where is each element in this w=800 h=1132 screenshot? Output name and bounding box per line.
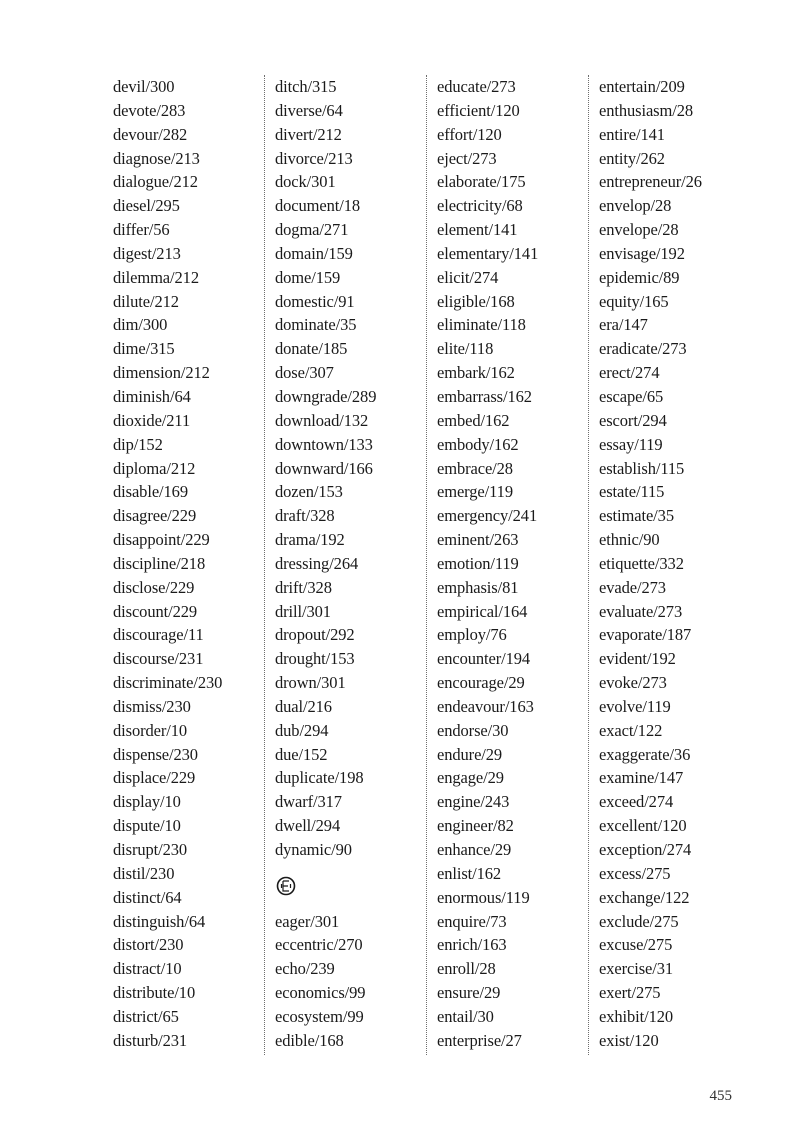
index-entry: embody/162 — [437, 434, 519, 454]
index-entry: displace/229 — [113, 768, 196, 788]
index-entry: display/10 — [113, 792, 181, 812]
index-entry: emergency/241 — [437, 506, 538, 526]
index-entry: eligible/168 — [437, 291, 515, 311]
index-entry: eager/301 — [275, 911, 340, 931]
index-entry: excellent/120 — [599, 816, 687, 836]
index-entry: envisage/192 — [599, 243, 685, 263]
index-column-1 — [113, 75, 253, 1053]
index-entry: exaggerate/36 — [599, 744, 691, 764]
index-entry: evade/273 — [599, 577, 666, 597]
index-entry: dilemma/212 — [113, 267, 199, 287]
index-entry: donate/185 — [275, 339, 348, 359]
index-entry: entity/262 — [599, 148, 665, 168]
index-entry: eject/273 — [437, 148, 497, 168]
index-entry: encourage/29 — [437, 673, 525, 693]
index-entry: elementary/141 — [437, 243, 539, 263]
index-entry: emphasis/81 — [437, 577, 519, 597]
index-entry: dilute/212 — [113, 291, 179, 311]
index-entry: drought/153 — [275, 649, 355, 669]
index-entry: exist/120 — [599, 1030, 659, 1050]
index-entry: dismiss/230 — [113, 696, 191, 716]
index-entry: embrace/28 — [437, 458, 513, 478]
index-entry: equity/165 — [599, 291, 669, 311]
index-entry: divert/212 — [275, 124, 342, 144]
index-entry: ethnic/90 — [599, 530, 660, 550]
index-entry: distract/10 — [113, 959, 182, 979]
index-entry: eliminate/118 — [437, 315, 526, 335]
index-entry: discourage/11 — [113, 625, 204, 645]
index-entry: endure/29 — [437, 744, 503, 764]
index-entry: estimate/35 — [599, 506, 674, 526]
index-entry: endorse/30 — [437, 720, 509, 740]
index-entry: enhance/29 — [437, 840, 512, 859]
index-entry: dominate/35 — [275, 315, 357, 335]
index-entry: embark/162 — [437, 363, 515, 383]
index-entry: enroll/28 — [437, 959, 496, 979]
index-entry: estate/115 — [599, 482, 665, 502]
index-entry: epidemic/89 — [599, 267, 680, 287]
index-entry: etiquette/332 — [599, 553, 684, 573]
index-entry: disrupt/230 — [113, 840, 188, 859]
index-entry: dozen/153 — [275, 482, 343, 502]
index-entry: downward/166 — [275, 458, 373, 478]
index-entry: escort/294 — [599, 410, 667, 430]
index-entry: exhibit/120 — [599, 1006, 674, 1026]
index-entry: disable/169 — [113, 482, 188, 502]
index-entry: envelop/28 — [599, 196, 672, 216]
index-entry: distort/230 — [113, 935, 184, 955]
index-entry: distinct/64 — [113, 887, 182, 907]
index-entry: dropout/292 — [275, 625, 355, 645]
index-entry: dual/216 — [275, 696, 332, 716]
index-entry: engage/29 — [437, 768, 504, 788]
index-entry: dome/159 — [275, 267, 341, 287]
index-column-4 — [588, 75, 759, 1055]
index-entry: engine/243 — [437, 792, 510, 812]
index-entry: divorce/213 — [275, 148, 353, 168]
index-entry: devil/300 — [113, 77, 175, 96]
index-entry: entail/30 — [437, 1006, 494, 1026]
section-seal-icon — [276, 876, 296, 896]
index-entry: endeavour/163 — [437, 696, 534, 716]
index-entry: emotion/119 — [437, 553, 519, 573]
index-entry: disappoint/229 — [113, 530, 210, 550]
index-entry: duplicate/198 — [275, 768, 364, 788]
index-entry: differ/56 — [113, 220, 170, 240]
index-entry: exclude/275 — [599, 911, 679, 931]
index-entry: dogma/271 — [275, 220, 349, 240]
index-entry: devote/283 — [113, 100, 186, 120]
index-entry: evaporate/187 — [599, 625, 692, 645]
index-entry: enrich/163 — [437, 935, 507, 955]
index-entry: distil/230 — [113, 863, 175, 883]
index-entry: exchange/122 — [599, 887, 690, 907]
index-column-3 — [426, 75, 587, 1055]
index-entry: dispense/230 — [113, 744, 198, 764]
index-entry: excuse/275 — [599, 935, 673, 955]
index-entry: diminish/64 — [113, 386, 191, 406]
index-entry: evident/192 — [599, 649, 676, 669]
index-entry: erect/274 — [599, 363, 660, 383]
index-entry: dynamic/90 — [275, 840, 352, 859]
index-entry: downgrade/289 — [275, 386, 377, 406]
index-entry: enormous/119 — [437, 887, 530, 907]
index-entry: dwarf/317 — [275, 792, 342, 812]
index-entry: eccentric/270 — [275, 935, 363, 955]
index-entry: drown/301 — [275, 673, 346, 693]
index-entry: downtown/133 — [275, 434, 373, 454]
index-entry: entire/141 — [599, 124, 665, 144]
index-entry: dialogue/212 — [113, 172, 198, 192]
index-entry: emerge/119 — [437, 482, 513, 502]
index-entry: effort/120 — [437, 124, 502, 144]
index-entry: discipline/218 — [113, 553, 206, 573]
index-column-2 — [264, 75, 425, 1055]
index-entry: dub/294 — [275, 720, 329, 740]
index-entry: era/147 — [599, 315, 648, 335]
page-number: 455 — [709, 1088, 732, 1104]
section-letter-e-seal — [275, 862, 425, 910]
index-entry: element/141 — [437, 220, 518, 240]
index-entry: evolve/119 — [599, 696, 671, 716]
index-entry: dip/152 — [113, 434, 163, 454]
index-entry: disorder/10 — [113, 720, 188, 740]
index-entry: ecosystem/99 — [275, 1006, 364, 1026]
index-entry: enquire/73 — [437, 911, 507, 931]
index-entry: ditch/315 — [275, 77, 337, 96]
index-entry: entertain/209 — [599, 77, 685, 96]
index-entry: examine/147 — [599, 768, 684, 788]
index-entry: envelope/28 — [599, 220, 679, 240]
index-entry: embarrass/162 — [437, 386, 532, 406]
index-entry: enterprise/27 — [437, 1030, 522, 1050]
index-entry: essay/119 — [599, 434, 663, 454]
index-entry: dispute/10 — [113, 816, 181, 836]
index-entry: drill/301 — [275, 601, 331, 621]
index-entry: domain/159 — [275, 243, 353, 263]
index-entry: exact/122 — [599, 720, 663, 740]
index-entry: dose/307 — [275, 363, 334, 383]
index-entry: exceed/274 — [599, 792, 674, 812]
index-entry: edible/168 — [275, 1030, 344, 1050]
index-entry: due/152 — [275, 744, 328, 764]
index-entry: escape/65 — [599, 386, 664, 406]
index-entry: discriminate/230 — [113, 673, 223, 693]
index-entry: elicit/274 — [437, 267, 499, 287]
index-entry: discourse/231 — [113, 649, 204, 669]
index-entry: distinguish/64 — [113, 911, 206, 931]
index-entry: diverse/64 — [275, 100, 343, 120]
index-entry: diesel/295 — [113, 196, 180, 216]
index-entry: eradicate/273 — [599, 339, 687, 359]
index-entry: dioxide/211 — [113, 410, 191, 430]
index-entry: disclose/229 — [113, 577, 195, 597]
index-entry: digest/213 — [113, 243, 181, 263]
index-entry: document/18 — [275, 196, 361, 216]
index-entry: diagnose/213 — [113, 148, 200, 168]
index-entry: evoke/273 — [599, 673, 667, 693]
index-entry: excess/275 — [599, 863, 671, 883]
index-entry: devour/282 — [113, 124, 188, 144]
index-entry: dressing/264 — [275, 553, 359, 573]
index-entry: eminent/263 — [437, 530, 519, 550]
index-entry: disturb/231 — [113, 1030, 188, 1050]
index-entry: employ/76 — [437, 625, 507, 645]
index-entry: drama/192 — [275, 530, 345, 550]
index-entry: dock/301 — [275, 172, 336, 192]
index-entry: evaluate/273 — [599, 601, 683, 621]
index-entry: discount/229 — [113, 601, 198, 621]
index-entry: echo/239 — [275, 959, 335, 979]
index-entry: download/132 — [275, 410, 369, 430]
index-entry: electricity/68 — [437, 196, 523, 216]
index-entry: embed/162 — [437, 410, 510, 430]
index-entry: ensure/29 — [437, 983, 501, 1003]
index-entry: district/65 — [113, 1006, 179, 1026]
index-entry: efficient/120 — [437, 100, 520, 120]
index-entry: engineer/82 — [437, 816, 514, 836]
index-entry: exception/274 — [599, 840, 692, 859]
index-entry: domestic/91 — [275, 291, 355, 311]
index-entry: economics/99 — [275, 983, 366, 1003]
index-entry: exert/275 — [599, 983, 661, 1003]
index-entry: drift/328 — [275, 577, 332, 597]
index-entry: empirical/164 — [437, 601, 528, 621]
index-entry: disagree/229 — [113, 506, 197, 526]
index-entry: elite/118 — [437, 339, 494, 359]
index-entry: dim/300 — [113, 315, 168, 335]
index-entry: establish/115 — [599, 458, 685, 478]
index-entry: dwell/294 — [275, 816, 341, 836]
index-entry: enlist/162 — [437, 863, 502, 883]
index-entry: distribute/10 — [113, 983, 196, 1003]
index-entry: educate/273 — [437, 77, 516, 96]
index-entry: draft/328 — [275, 506, 335, 526]
index-entry: exercise/31 — [599, 959, 674, 979]
index-entry: enthusiasm/28 — [599, 100, 694, 120]
index-entry: encounter/194 — [437, 649, 531, 669]
index-entry: elaborate/175 — [437, 172, 526, 192]
index-entry: entrepreneur/26 — [599, 172, 702, 192]
index-entry: diploma/212 — [113, 458, 196, 478]
index-entry: dime/315 — [113, 339, 175, 359]
index-entry: dimension/212 — [113, 363, 210, 383]
